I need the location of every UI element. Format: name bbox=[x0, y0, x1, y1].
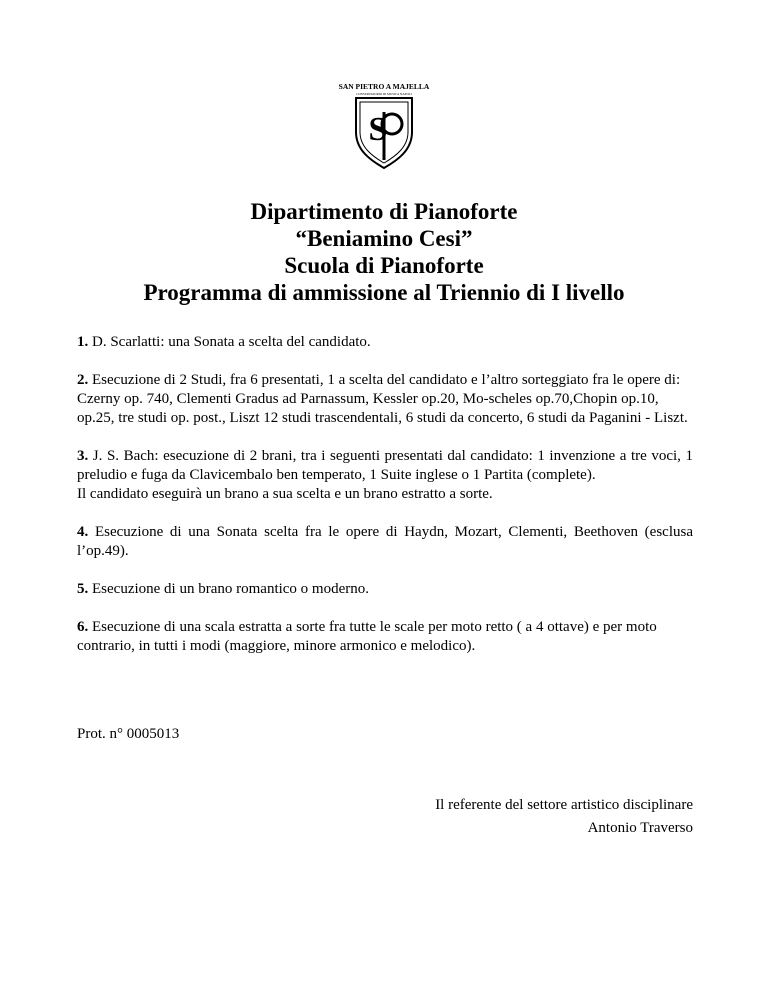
item-number: 2. bbox=[77, 372, 89, 388]
department-title: Dipartimento di Pianoforte bbox=[250, 199, 518, 224]
program-title: Programma di ammissione al Triennio di I livello bbox=[143, 280, 625, 305]
item-number: 5. bbox=[77, 581, 89, 597]
conservatory-logo bbox=[338, 80, 430, 170]
program-list bbox=[77, 333, 693, 675]
logo-subtitle: CONSERVATORIO DI MUSICA NAPOLI bbox=[356, 92, 412, 96]
item-extra: Il candidato eseguirà un brano a sua scelta e un brano estratto a sorte. bbox=[77, 486, 493, 502]
logo-label: SAN PIETRO A MAJELLA bbox=[338, 82, 430, 91]
item-number: 1. bbox=[77, 334, 89, 350]
document-headings bbox=[0, 198, 768, 306]
signature-role: Il referente del settore artistico disciplinare bbox=[435, 797, 693, 813]
signature-name: Antonio Traverso bbox=[587, 820, 693, 836]
protocol-number: Prot. n° 0005013 bbox=[77, 726, 180, 742]
logo-monogram-s: S bbox=[368, 111, 388, 148]
dedication-title: “Beniamino Cesi” bbox=[295, 226, 473, 251]
item-text: D. Scarlatti: una Sonata a scelta del candidato. bbox=[88, 334, 371, 350]
signature-block bbox=[435, 794, 693, 840]
program-item-4 bbox=[77, 523, 693, 561]
item-text: Esecuzione di una scala estratta a sorte fra tutte le scale per moto retto ( a 4 ottave) e per moto contrario, in tutti i modi (maggiore, minore armonico e melodico). bbox=[77, 619, 657, 654]
program-item-1 bbox=[77, 333, 693, 352]
program-item-6 bbox=[77, 618, 693, 656]
item-number: 4. bbox=[77, 524, 89, 540]
program-item-5 bbox=[77, 580, 693, 599]
program-item-2 bbox=[77, 371, 693, 428]
item-number: 6. bbox=[77, 619, 89, 635]
school-title: Scuola di Pianoforte bbox=[284, 253, 484, 278]
program-item-3 bbox=[77, 447, 693, 504]
item-text: Esecuzione di 2 Studi, fra 6 presentati, 1 a scelta del candidato e l’altro sorteggiato fra le opere di: Czerny op. 740, Clementi Gradus ad Parnassum, Kessler op.20, Mo-scheles op.70,Chopin op.10, op.25, tre studi op. post., Liszt 12 studi trascendentali, 6 studi da concerto, 6 studi da Paganini - Liszt. bbox=[77, 372, 688, 426]
item-text: J. S. Bach: esecuzione di 2 brani, tra i seguenti presentati dal candidato: 1 invenzione a tre voci, 1 preludio e fuga da Clavicembalo ben temperato, 1 Suite inglese o 1 Partita (complete). bbox=[77, 448, 693, 483]
item-text: Esecuzione di un brano romantico o moderno. bbox=[88, 581, 370, 597]
item-number: 3. bbox=[77, 448, 89, 464]
item-text: Esecuzione di una Sonata scelta fra le opere di Haydn, Mozart, Clementi, Beethoven (esclusa l’op.49). bbox=[77, 524, 693, 559]
